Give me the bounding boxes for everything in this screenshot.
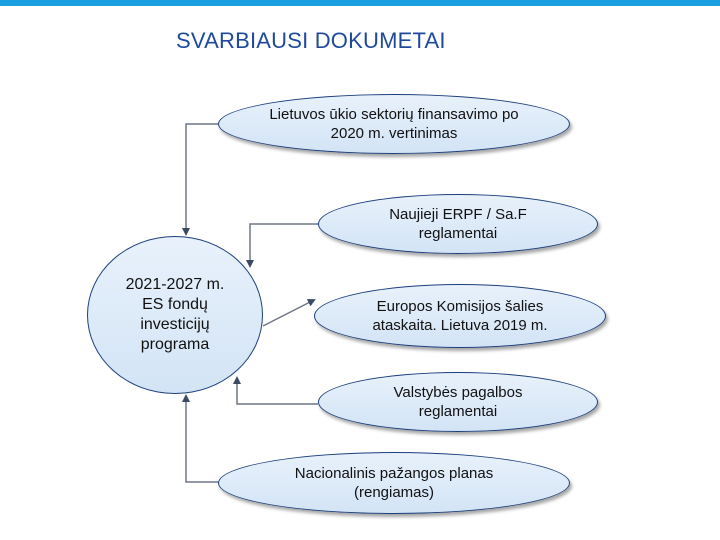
doc-vertinimas <box>218 94 570 154</box>
doc-ataskaita <box>314 284 606 348</box>
doc-line: reglamentai <box>418 403 498 420</box>
doc-line: Nacionalinis pažangos planas <box>294 465 494 482</box>
doc-line: (rengiamas) <box>353 484 435 501</box>
connector-ataskaita <box>263 300 314 326</box>
center-program-circle <box>87 236 263 394</box>
doc-line: reglamentai <box>418 225 498 242</box>
doc-line: Lietuvos ūkio sektorių finansavimo po <box>269 106 519 123</box>
doc-planas <box>218 452 570 514</box>
connector-pagalba <box>237 378 318 404</box>
center-line: programa <box>140 336 210 353</box>
doc-erpf <box>318 194 598 254</box>
connector-planas <box>186 396 218 482</box>
center-line: ES fondų <box>142 296 208 313</box>
connector-vertinimas <box>186 124 218 234</box>
center-line: 2021-2027 m. <box>125 276 225 293</box>
connector-erpf <box>250 224 318 266</box>
doc-pagalba <box>318 372 598 432</box>
doc-line: Naujieji ERPF / Sa.F <box>389 206 527 223</box>
doc-line: 2020 m. vertinimas <box>330 125 458 142</box>
doc-line: Valstybės pagalbos <box>393 384 523 401</box>
doc-line: Europos Komisijos šalies <box>376 298 544 315</box>
page-title: SVARBIAUSI DOKUMETAI <box>176 28 446 53</box>
doc-line: ataskaita. Lietuva 2019 m. <box>372 317 548 334</box>
center-line: investicijų <box>140 316 210 333</box>
